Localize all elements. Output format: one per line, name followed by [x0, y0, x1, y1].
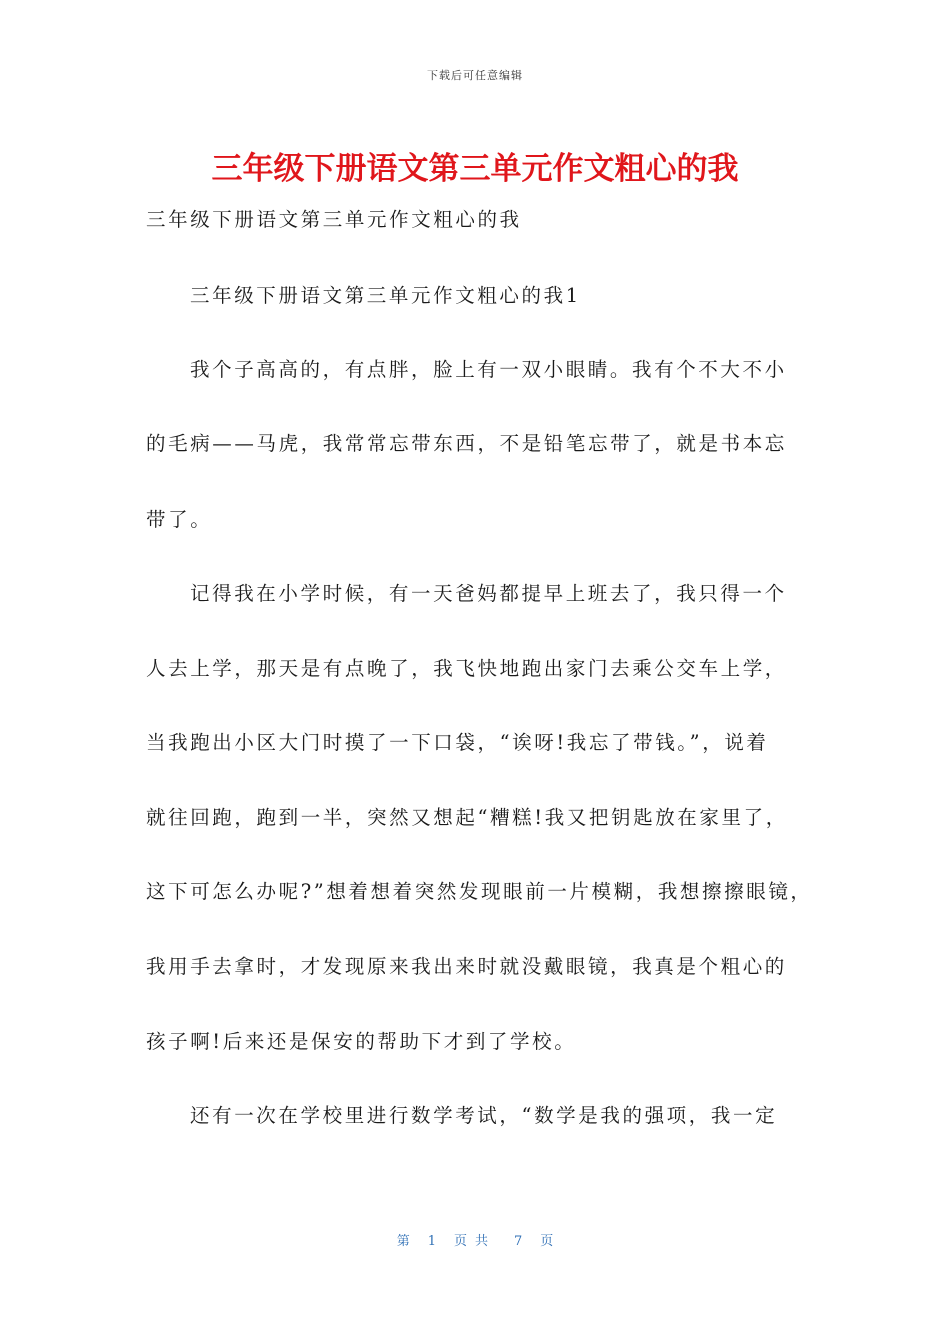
- subtitle-line: 三年级下册语文第三单元作文粗心的我: [146, 208, 522, 231]
- page-footer: [0, 1230, 950, 1249]
- document-title: 三年级下册语文第三单元作文粗心的我: [211, 151, 739, 187]
- footer-prefix: 第: [396, 1234, 410, 1249]
- paragraph-line: 记得我在小学时候，有一天爸妈都提早上班去了，我只得一个: [190, 582, 787, 605]
- paragraph-line: 带了。: [146, 508, 213, 531]
- paragraph-line: 还有一次在学校里进行数学考试，“数学是我的强项，我一定: [190, 1104, 778, 1127]
- paragraph-line: 孩子啊!后来还是保安的帮助下才到了学校。: [146, 1030, 577, 1053]
- paragraph-line: 人去上学，那天是有点晚了，我飞快地跑出家门去乘公交车上学，: [146, 657, 787, 680]
- footer-page-number: 1: [427, 1234, 436, 1249]
- paragraph-line: 的毛病——马虎，我常常忘带东西，不是铅笔忘带了，就是书本忘: [146, 432, 787, 455]
- footer-total-pages: 7: [514, 1234, 523, 1249]
- section-heading: 三年级下册语文第三单元作文粗心的我1: [190, 284, 581, 307]
- footer-middle: 页共: [453, 1234, 496, 1249]
- header-note: 下载后可任意编辑: [427, 69, 523, 82]
- paragraph-line: 就往回跑，跑到一半，突然又想起“糟糕!我又把钥匙放在家里了，: [146, 806, 788, 829]
- paragraph-line: 这下可怎么办呢?”想着想着突然发现眼前一片模糊，我想擦擦眼镜，: [146, 880, 813, 903]
- paragraph-line: 当我跑出小区大门时摸了一下口袋，“诶呀!我忘了带钱。”，说着: [146, 731, 769, 754]
- footer-suffix: 页: [540, 1234, 554, 1249]
- paragraph-line: 我个子高高的，有点胖，脸上有一双小眼睛。我有个不大不小: [190, 358, 787, 381]
- paragraph-line: 我用手去拿时，才发现原来我出来时就没戴眼镜，我真是个粗心的: [146, 955, 787, 978]
